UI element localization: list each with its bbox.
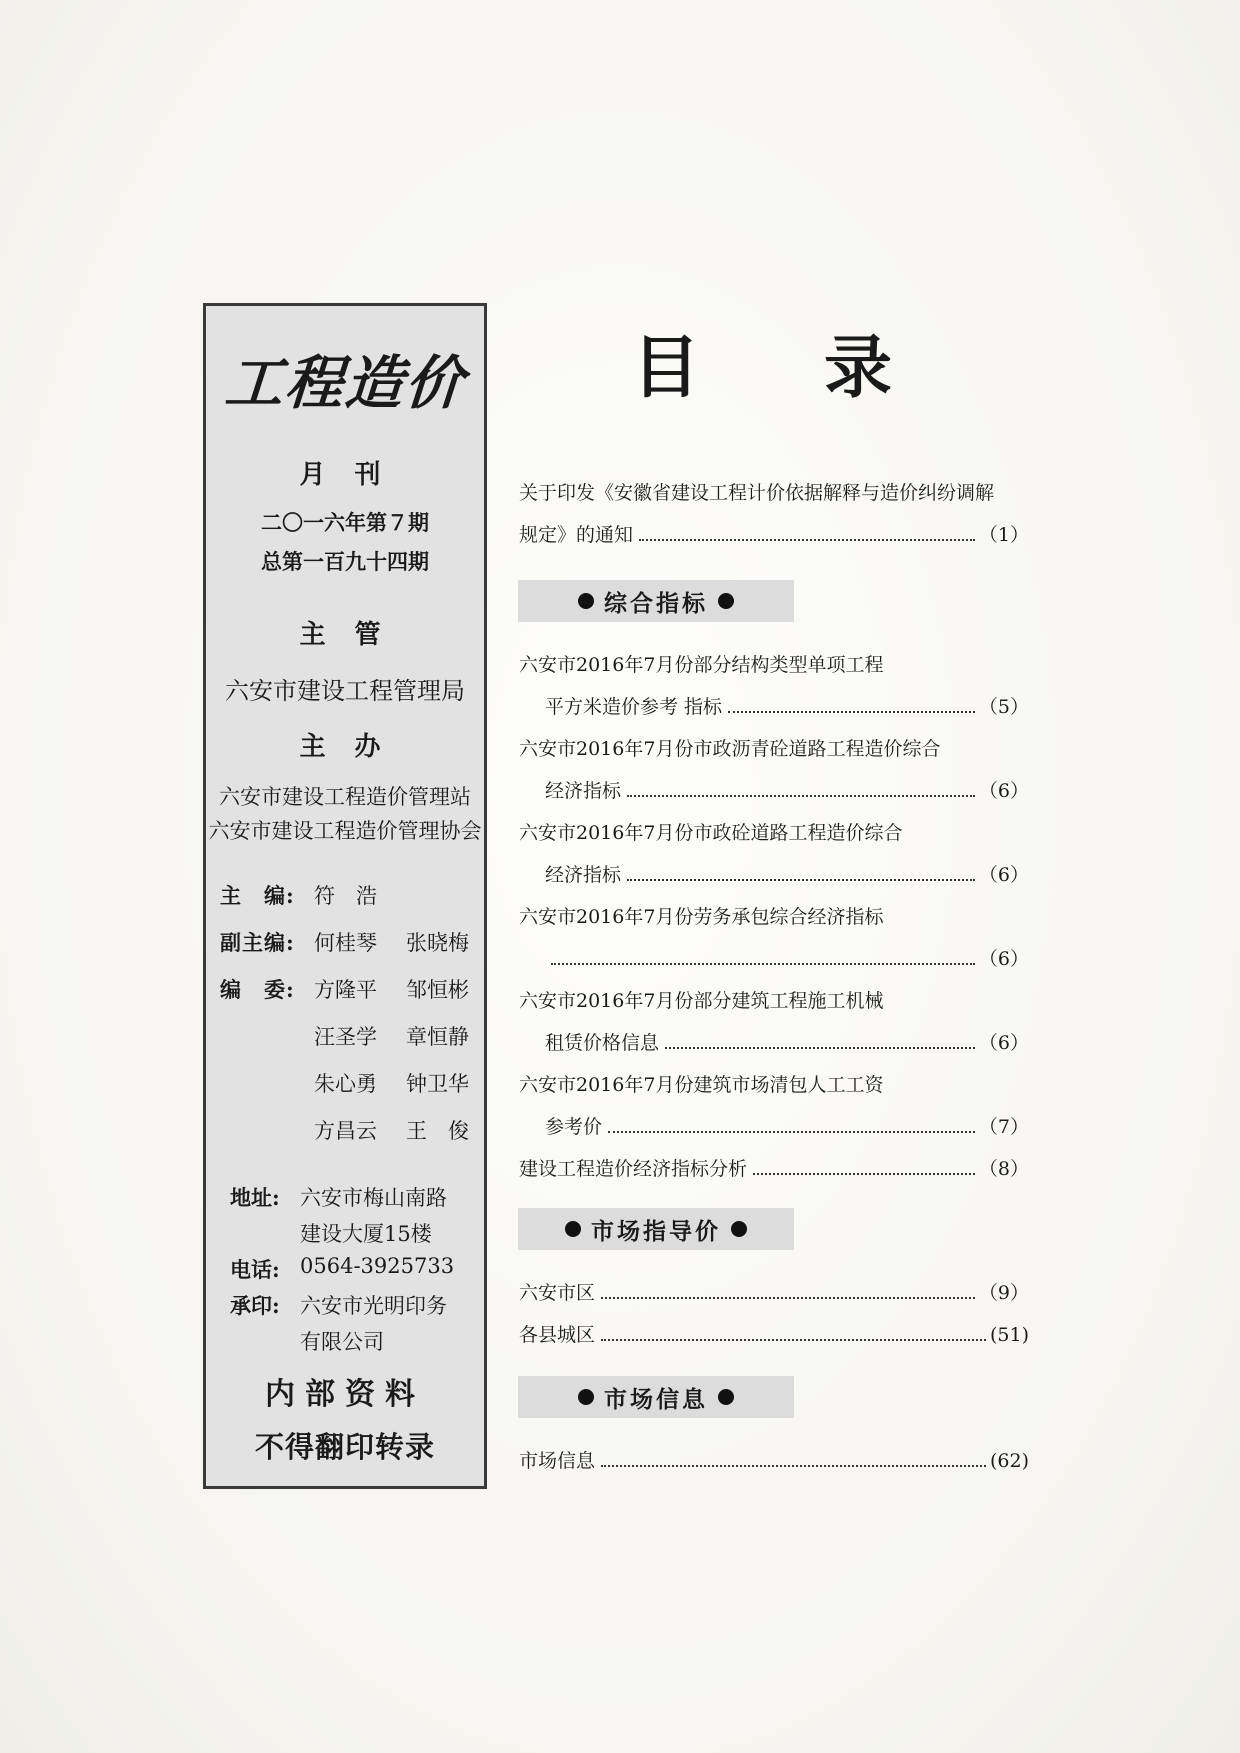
- bullet-icon: [731, 1221, 747, 1237]
- frequency: 月 刊: [299, 460, 391, 490]
- contact-label: 地址:: [230, 1185, 280, 1210]
- toc-entry-text: 经济指标: [545, 780, 622, 802]
- internal-material-notice: 内部资料: [265, 1377, 425, 1412]
- toc-page-number: （6）: [978, 780, 1029, 802]
- toc-page-number: （7）: [978, 1116, 1029, 1138]
- toc-page-number: （8）: [978, 1158, 1029, 1180]
- toc-entry-line[interactable]: 六安市2016年7月份市政砼道路工程造价综合: [519, 822, 903, 844]
- toc-entry[interactable]: [545, 860, 1029, 887]
- bullet-icon: [578, 1389, 594, 1405]
- dot-leader: [601, 1339, 986, 1341]
- bullet-icon: [578, 593, 594, 609]
- toc-page-number: （6）: [978, 1032, 1029, 1054]
- staff-label: [220, 1021, 314, 1051]
- journal-title: 工程造价: [222, 349, 468, 417]
- toc-entry-text: 规定》的通知: [519, 524, 634, 546]
- dot-leader: [627, 879, 975, 881]
- toc-entry-text: 市场信息: [519, 1450, 596, 1472]
- toc-title-char: 目: [632, 328, 701, 408]
- total-issue-number: 总第一百九十四期: [261, 549, 429, 574]
- contact-value: 六安市梅山南路: [300, 1186, 447, 1210]
- dot-leader: [601, 1465, 986, 1467]
- staff-label: 编 委:: [220, 977, 295, 1002]
- contact-value: 有限公司: [300, 1330, 384, 1354]
- toc-entry-text: 平方米造价参考 指标: [545, 696, 723, 718]
- staff-name: 章恒静: [406, 1025, 469, 1049]
- contact-phone: [230, 1254, 454, 1284]
- dot-leader: [639, 539, 975, 541]
- issue-number: 二〇一六年第７期: [261, 510, 429, 535]
- contact-printer: [230, 1290, 447, 1320]
- host-name-1: 六安市建设工程造价管理站: [219, 785, 471, 809]
- contact-label: 电话:: [230, 1257, 280, 1282]
- dot-leader: [753, 1173, 975, 1175]
- staff-name: 符 浩: [314, 884, 377, 908]
- staff-row-deputy-editor: [220, 927, 498, 957]
- section-heading-market-guide-price: [518, 1208, 794, 1250]
- toc-page-number: （9）: [978, 1282, 1029, 1304]
- toc-entry[interactable]: [545, 1028, 1029, 1055]
- dot-leader: [627, 795, 975, 797]
- dot-leader: [551, 963, 975, 965]
- supervisor-name: 六安市建设工程管理局: [225, 677, 465, 705]
- toc-page-number: （6）: [978, 948, 1029, 970]
- staff-name: 方昌云: [314, 1119, 377, 1143]
- staff-label: 副主编:: [220, 930, 295, 955]
- section-heading-market-info: [518, 1376, 794, 1418]
- staff-name: 何桂琴: [314, 931, 377, 955]
- staff-name: 邹恒彬: [406, 978, 469, 1002]
- masthead-box: [203, 303, 487, 1489]
- toc-entry-line[interactable]: 六安市2016年7月份劳务承包综合经济指标: [519, 906, 884, 928]
- dot-leader: [601, 1297, 975, 1299]
- toc-page-number: （6）: [978, 864, 1029, 886]
- staff-name: 汪圣学: [314, 1025, 377, 1049]
- toc-title-char: 录: [823, 328, 892, 408]
- toc-entry-line[interactable]: 六安市2016年7月份部分结构类型单项工程: [519, 654, 884, 676]
- toc-page-number: (51): [989, 1324, 1029, 1346]
- dot-leader: [728, 711, 975, 713]
- contact-value: 六安市光明印务: [300, 1294, 447, 1318]
- staff-row-committee: [220, 974, 498, 1004]
- contact-value: 建设大厦15楼: [300, 1222, 432, 1246]
- toc-entry[interactable]: [519, 520, 1029, 547]
- section-heading-text: 市场指导价: [591, 1217, 721, 1245]
- toc-page-number: (62): [989, 1450, 1029, 1472]
- toc-entry-text: 租赁价格信息: [545, 1032, 660, 1054]
- staff-label: 主 编:: [220, 883, 295, 908]
- contact-label: [230, 1326, 300, 1356]
- toc-entry-text: 参考价: [545, 1116, 603, 1138]
- toc-entry-line[interactable]: 六安市2016年7月份建筑市场清包人工工资: [519, 1074, 884, 1096]
- toc-entry[interactable]: [519, 1154, 1029, 1181]
- toc-entry-text: 六安市区: [519, 1282, 596, 1304]
- bullet-icon: [718, 1389, 734, 1405]
- toc-entry-text: 各县城区: [519, 1324, 596, 1346]
- staff-name: 张晓梅: [406, 931, 469, 955]
- toc-page-number: （5）: [978, 696, 1029, 718]
- toc-entry-text: 经济指标: [545, 864, 622, 886]
- staff-row-committee: [220, 1068, 498, 1098]
- contact-address: [230, 1182, 447, 1212]
- staff-name: 王 俊: [406, 1119, 469, 1143]
- contact-label: [230, 1218, 300, 1248]
- staff-row-committee: [220, 1021, 498, 1051]
- staff-name: 朱心勇: [314, 1072, 377, 1096]
- section-heading-text: 综合指标: [604, 589, 708, 617]
- toc-page-number: （1）: [978, 524, 1029, 546]
- toc-entry[interactable]: [545, 1112, 1029, 1139]
- toc-entry-text: 建设工程造价经济指标分析: [519, 1158, 748, 1180]
- contact-address-cont: [230, 1218, 432, 1248]
- host-label: 主 办: [299, 732, 391, 762]
- toc-entry-line[interactable]: 六安市2016年7月份部分建筑工程施工机械: [519, 990, 884, 1012]
- contact-value: 0564-3925733: [300, 1254, 455, 1278]
- dot-leader: [665, 1047, 975, 1049]
- contact-printer-cont: [230, 1326, 384, 1356]
- section-heading-text: 市场信息: [604, 1385, 708, 1413]
- staff-row-committee: [220, 1115, 498, 1145]
- toc-entry-line[interactable]: 六安市2016年7月份市政沥青砼道路工程造价综合: [519, 738, 941, 760]
- staff-row-chief-editor: [220, 880, 498, 910]
- no-reprint-notice: 不得翻印转录: [254, 1430, 435, 1464]
- staff-label: [220, 1068, 314, 1098]
- toc-entry[interactable]: [519, 1446, 1029, 1473]
- dot-leader: [608, 1131, 975, 1133]
- bullet-icon: [565, 1221, 581, 1237]
- staff-label: [220, 1115, 314, 1145]
- staff-name: 钟卫华: [406, 1072, 469, 1096]
- supervisor-label: 主 管: [299, 620, 391, 650]
- toc-title: [632, 328, 892, 408]
- section-heading-comprehensive-indicators: [518, 580, 794, 622]
- staff-name: 方隆平: [314, 978, 377, 1002]
- toc-entry-line[interactable]: 关于印发《安徽省建设工程计价依据解释与造价纠纷调解: [519, 482, 995, 504]
- bullet-icon: [718, 593, 734, 609]
- toc-entry[interactable]: [519, 1278, 1029, 1305]
- toc-entry[interactable]: [545, 776, 1029, 803]
- contact-label: 承印:: [230, 1293, 280, 1318]
- host-name-2: 六安市建设工程造价管理协会: [208, 819, 482, 843]
- staff-name: [406, 880, 498, 910]
- toc-entry[interactable]: [545, 944, 1029, 971]
- toc-entry[interactable]: [519, 1320, 1029, 1347]
- toc-entry[interactable]: [545, 692, 1029, 719]
